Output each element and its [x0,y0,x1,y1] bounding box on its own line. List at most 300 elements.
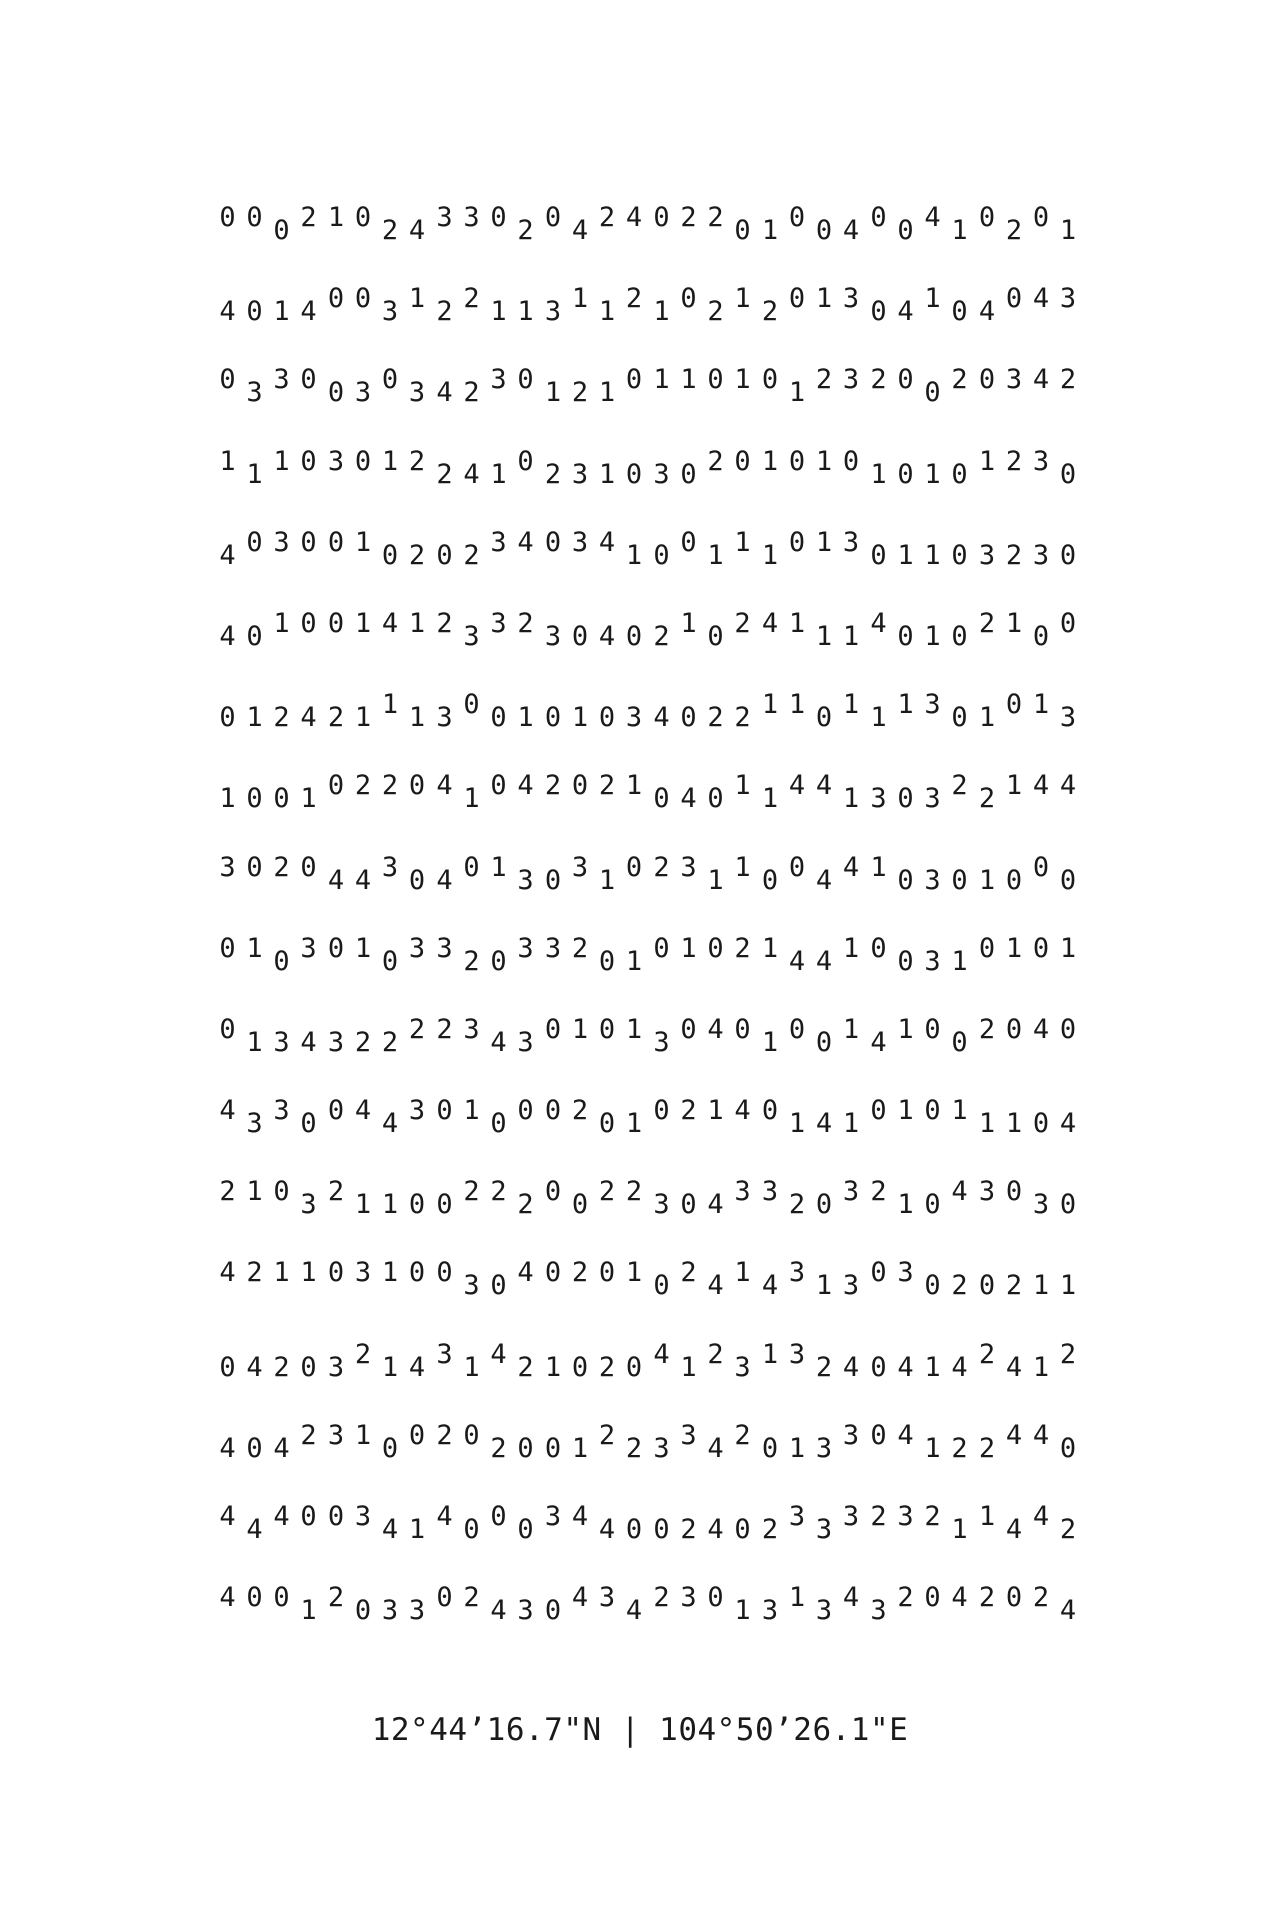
grid-digit: 2 [408,539,426,571]
grid-digit: 4 [1059,1108,1077,1140]
grid-cell [540,758,643,839]
grid-digit: 0 [408,1419,426,1451]
grid-digit: 3 [273,364,290,396]
grid-digit: 0 [924,1013,941,1045]
grid-cell [648,271,751,352]
grid-digit: 1 [463,1095,480,1127]
grid-cell [540,1408,643,1489]
grid-cell [431,434,534,515]
grid-digit: 0 [1005,689,1023,721]
grid-digit: 1 [1059,932,1077,964]
grid-digit: 1 [870,702,887,734]
grid-digit: 0 [680,1013,697,1045]
grid-digit: 4 [598,620,616,652]
grid-digit: 3 [788,1338,806,1370]
grid-digit: 3 [381,851,399,883]
grid-digit: 3 [327,1026,345,1058]
grid-cell [974,1327,1077,1408]
grid-digit: 1 [354,1419,372,1451]
grid-digit: 0 [870,1351,887,1383]
grid-digit: 2 [598,1351,616,1383]
grid-digit: 0 [870,1095,887,1127]
grid-digit: 2 [273,702,290,734]
grid-digit: 4 [219,296,236,328]
grid-digit: 0 [1005,1013,1023,1045]
grid-digit: 0 [734,215,751,246]
grid-digit: 1 [544,1351,562,1383]
grid-digit: 3 [408,377,426,409]
grid-digit: 4 [870,1026,887,1058]
grid-digit: 1 [625,1257,643,1289]
grid-row [214,1002,1077,1083]
grid-digit: 0 [463,1419,480,1451]
grid-digit: 0 [219,932,236,964]
grid-digit: 0 [571,1189,589,1221]
grid-digit: 0 [544,1013,562,1045]
grid-digit: 0 [246,620,263,652]
grid-digit: 0 [490,202,507,233]
grid-digit: 0 [707,1582,724,1614]
grid-digit: 2 [219,1176,236,1208]
grid-digit: 1 [842,620,860,652]
grid-digit: 4 [788,770,806,802]
grid-digit: 0 [354,283,372,315]
grid-digit: 0 [490,945,507,977]
grid-digit: 4 [842,215,860,246]
grid-digit: 3 [354,1257,372,1289]
grid-digit: 0 [653,1095,670,1127]
grid-digit: 0 [463,1514,480,1545]
grid-digit: 1 [571,702,589,734]
grid-row [214,1164,1077,1245]
grid-cell [865,1083,968,1164]
grid-digit: 0 [300,445,317,477]
grid-cell [974,1408,1077,1489]
grid-digit: 3 [571,851,589,883]
grid-cell [757,1489,860,1570]
grid-digit: 0 [978,202,996,233]
grid-digit: 1 [1005,932,1023,964]
grid-digit: 3 [300,1189,317,1221]
grid-row [214,1570,1077,1651]
grid-digit: 0 [1005,1176,1023,1208]
grid-digit: 2 [436,458,453,490]
grid-cell [540,352,643,433]
grid-cell [214,1164,317,1245]
grid-cell [648,1489,751,1570]
grid-cell [431,1489,534,1570]
grid-digit: 1 [463,783,480,815]
grid-cell [323,840,426,921]
grid-digit: 1 [625,1108,643,1140]
grid-digit: 2 [897,1582,914,1614]
grid-digit: 0 [815,215,833,246]
grid-cell [431,190,534,271]
grid-cell [323,1002,426,1083]
grid-digit: 3 [463,620,480,652]
grid-digit: 0 [598,1108,616,1140]
grid-cell [648,352,751,433]
grid-digit: 2 [571,1257,589,1289]
grid-digit: 4 [815,945,833,977]
grid-digit: 2 [951,1432,968,1464]
grid-digit: 1 [707,864,724,896]
grid-digit: 2 [354,1026,372,1058]
grid-digit: 1 [788,689,806,721]
grid-digit: 1 [354,526,372,558]
grid-digit: 2 [978,1432,996,1464]
grid-digit: 0 [788,202,806,233]
grid-digit: 0 [517,1514,534,1545]
grid-digit: 0 [625,620,643,652]
grid-digit: 3 [246,377,263,409]
grid-digit: 0 [924,377,941,409]
grid-digit: 2 [463,1582,480,1614]
grid-digit: 4 [707,1432,724,1464]
grid-digit: 0 [436,1582,453,1614]
grid-digit: 1 [951,1514,968,1545]
grid-digit: 3 [1032,1189,1050,1221]
grid-digit: 1 [273,607,290,639]
grid-digit: 2 [870,1176,887,1208]
grid-digit: 0 [1059,607,1077,639]
grid-digit: 0 [897,783,914,815]
grid-digit: 2 [734,702,751,734]
grid-digit: 0 [761,1095,779,1127]
grid-digit: 2 [924,1501,941,1532]
grid-digit: 2 [653,620,670,652]
grid-digit: 4 [815,864,833,896]
grid-digit: 0 [680,526,697,558]
grid-digit: 2 [436,1419,453,1451]
grid-digit: 3 [924,864,941,896]
grid-digit: 1 [680,1351,697,1383]
grid-digit: 2 [625,1176,643,1208]
grid-digit: 1 [1059,215,1077,246]
grid-digit: 0 [436,1189,453,1221]
grid-digit: 4 [571,215,589,246]
grid-digit: 3 [246,1108,263,1140]
grid-digit: 2 [680,1095,697,1127]
grid-digit: 3 [815,1595,833,1627]
grid-digit: 2 [327,1176,345,1208]
grid-digit: 1 [598,296,616,328]
grid-digit: 2 [436,296,453,328]
grid-digit: 4 [1005,1419,1023,1451]
grid-digit: 3 [463,1013,480,1045]
grid-digit: 4 [354,1095,372,1127]
grid-digit: 4 [924,202,941,233]
grid-digit: 0 [1059,458,1077,490]
grid-digit: 1 [815,1270,833,1302]
grid-digit: 3 [463,1270,480,1302]
grid-digit: 1 [734,1595,751,1627]
grid-digit: 0 [788,1013,806,1045]
grid-cell [540,596,643,677]
grid-cell [974,271,1077,352]
grid-digit: 1 [788,1432,806,1464]
grid-digit: 1 [571,283,589,315]
grid-digit: 1 [1005,607,1023,639]
grid-digit: 3 [842,364,860,396]
grid-digit: 1 [870,458,887,490]
grid-digit: 4 [1032,364,1050,396]
grid-cell [540,1083,643,1164]
grid-digit: 1 [1005,1108,1023,1140]
grid-digit: 0 [571,620,589,652]
grid-digit: 0 [490,770,507,802]
grid-row [214,271,1077,352]
grid-digit: 4 [381,607,399,639]
grid-digit: 2 [978,1013,996,1045]
grid-digit: 1 [734,770,751,802]
grid-digit: 2 [381,1026,399,1058]
grid-digit: 0 [246,783,263,815]
grid-digit: 3 [219,851,236,883]
grid-cell [214,515,317,596]
grid-digit: 1 [490,458,507,490]
grid-digit: 2 [978,783,996,815]
grid-digit: 2 [490,1432,507,1464]
grid-digit: 3 [436,1338,453,1370]
grid-cell [214,596,317,677]
grid-digit: 3 [273,526,290,558]
grid-cell [757,515,860,596]
grid-digit: 0 [897,215,914,246]
grid-digit: 0 [707,364,724,396]
grid-digit: 3 [924,689,941,721]
grid-digit: 0 [517,364,534,396]
grid-cell [323,1327,426,1408]
grid-digit: 2 [625,283,643,315]
grid-digit: 0 [300,1108,317,1140]
grid-digit: 1 [327,202,345,233]
grid-digit: 2 [788,1189,806,1221]
grid-digit: 3 [436,932,453,964]
grid-cell [865,1327,968,1408]
grid-digit: 4 [842,851,860,883]
grid-digit: 0 [625,851,643,883]
grid-digit: 0 [897,864,914,896]
grid-digit: 0 [761,1432,779,1464]
grid-cell [757,1570,860,1651]
grid-digit: 3 [381,1595,399,1627]
grid-digit: 3 [408,1095,426,1127]
grid-digit: 0 [544,864,562,896]
grid-cell [323,596,426,677]
grid-digit: 0 [951,702,968,734]
grid-digit: 1 [734,1257,751,1289]
grid-digit: 0 [598,945,616,977]
grid-digit: 3 [978,1176,996,1208]
grid-cell [648,1327,751,1408]
grid-digit: 2 [544,770,562,802]
grid-cell [431,515,534,596]
grid-digit: 0 [870,1257,887,1289]
grid-digit: 3 [978,539,996,571]
grid-cell [648,1002,751,1083]
grid-digit: 2 [354,770,372,802]
grid-digit: 1 [625,539,643,571]
grid-digit: 1 [381,1257,399,1289]
grid-digit: 0 [571,1351,589,1383]
grid-digit: 4 [490,1338,507,1370]
grid-digit: 1 [761,445,779,477]
grid-digit: 0 [598,1257,616,1289]
grid-digit: 4 [625,202,643,233]
grid-digit: 4 [246,1514,263,1545]
grid-digit: 0 [788,445,806,477]
grid-digit: 0 [408,1189,426,1221]
grid-row [214,1245,1077,1326]
grid-digit: 2 [598,1419,616,1451]
grid-cell [757,1002,860,1083]
grid-digit: 3 [842,1419,860,1451]
grid-digit: 3 [815,1514,833,1545]
grid-digit: 0 [381,945,399,977]
grid-digit: 1 [680,607,697,639]
grid-digit: 4 [1005,1351,1023,1383]
grid-cell [757,271,860,352]
grid-digit: 0 [1005,864,1023,896]
grid-row [214,190,1077,271]
grid-digit: 1 [408,1514,426,1545]
grid-digit: 4 [653,1338,670,1370]
grid-digit: 2 [544,458,562,490]
grid-cell [974,1083,1077,1164]
grid-digit: 4 [761,607,779,639]
grid-cell [540,677,643,758]
grid-digit: 3 [436,202,453,233]
grid-digit: 0 [680,1189,697,1221]
grid-digit: 1 [273,1257,290,1289]
grid-digit: 2 [408,1013,426,1045]
grid-digit: 3 [490,364,507,396]
grid-digit: 0 [436,1257,453,1289]
grid-digit: 0 [1059,1432,1077,1464]
grid-cell [757,921,860,1002]
grid-digit: 0 [951,458,968,490]
grid-cell [540,515,643,596]
grid-cell [648,1408,751,1489]
grid-cell [214,677,317,758]
grid-digit: 2 [517,1189,534,1221]
grid-digit: 3 [842,526,860,558]
grid-digit: 2 [707,445,724,477]
grid-cell [974,1570,1077,1651]
grid-digit: 1 [734,364,751,396]
grid-row [214,352,1077,433]
grid-digit: 1 [924,458,941,490]
grid-digit: 3 [924,945,941,977]
grid-digit: 1 [517,702,534,734]
grid-digit: 0 [327,1257,345,1289]
grid-digit: 0 [273,1176,290,1208]
grid-cell [431,352,534,433]
grid-digit: 1 [381,1189,399,1221]
grid-cell [540,1570,643,1651]
grid-digit: 1 [707,539,724,571]
grid-digit: 4 [1032,770,1050,802]
grid-cell [431,921,534,1002]
grid-digit: 2 [707,702,724,734]
grid-digit: 3 [761,1595,779,1627]
grid-digit: 3 [897,1501,914,1532]
grid-digit: 2 [653,851,670,883]
grid-digit: 1 [842,932,860,964]
grid-digit: 3 [544,620,562,652]
grid-digit: 2 [1059,1338,1077,1370]
grid-digit: 0 [246,526,263,558]
grid-digit: 1 [246,458,263,490]
grid-cell [865,1489,968,1570]
grid-digit: 2 [571,1095,589,1127]
grid-digit: 3 [653,1189,670,1221]
grid-digit: 1 [381,689,399,721]
grid-digit: 0 [300,1351,317,1383]
grid-digit: 0 [680,702,697,734]
grid-digit: 3 [842,283,860,315]
grid-digit: 0 [246,296,263,328]
grid-cell [323,758,426,839]
grid-cell [648,190,751,271]
grid-cell [865,1570,968,1651]
grid-digit: 4 [1059,1595,1077,1627]
grid-digit: 0 [707,620,724,652]
grid-cell [214,1002,317,1083]
grid-digit: 3 [815,1432,833,1464]
grid-digit: 4 [246,1351,263,1383]
grid-digit: 0 [598,702,616,734]
grid-cell [648,758,751,839]
grid-digit: 1 [273,296,290,328]
grid-row [214,1327,1077,1408]
grid-cell [865,190,968,271]
grid-digit: 2 [490,1176,507,1208]
grid-digit: 0 [246,851,263,883]
grid-digit: 1 [625,945,643,977]
grid-digit: 2 [598,202,616,233]
grid-digit: 0 [1005,283,1023,315]
grid-digit: 0 [219,1013,236,1045]
grid-digit: 0 [1005,1582,1023,1614]
grid-row [214,921,1077,1002]
grid-digit: 1 [219,445,236,477]
grid-cell [757,1083,860,1164]
grid-cell [865,840,968,921]
grid-digit: 1 [815,620,833,652]
grid-digit: 3 [788,1501,806,1532]
grid-cell [648,921,751,1002]
grid-digit: 4 [1032,1501,1050,1532]
grid-digit: 0 [924,1270,941,1302]
grid-digit: 4 [707,1270,724,1302]
grid-digit: 0 [544,202,562,233]
grid-cell [214,1570,317,1651]
grid-cell [648,1245,751,1326]
grid-cell [648,1570,751,1651]
grid-digit: 4 [951,1176,968,1208]
grid-digit: 0 [246,202,263,233]
grid-digit: 3 [734,1176,751,1208]
grid-digit: 1 [598,458,616,490]
grid-cell [214,352,317,433]
grid-digit: 4 [897,1351,914,1383]
grid-cell [757,1164,860,1245]
grid-digit: 0 [680,283,697,315]
grid-digit: 0 [246,1582,263,1614]
grid-cell [974,758,1077,839]
